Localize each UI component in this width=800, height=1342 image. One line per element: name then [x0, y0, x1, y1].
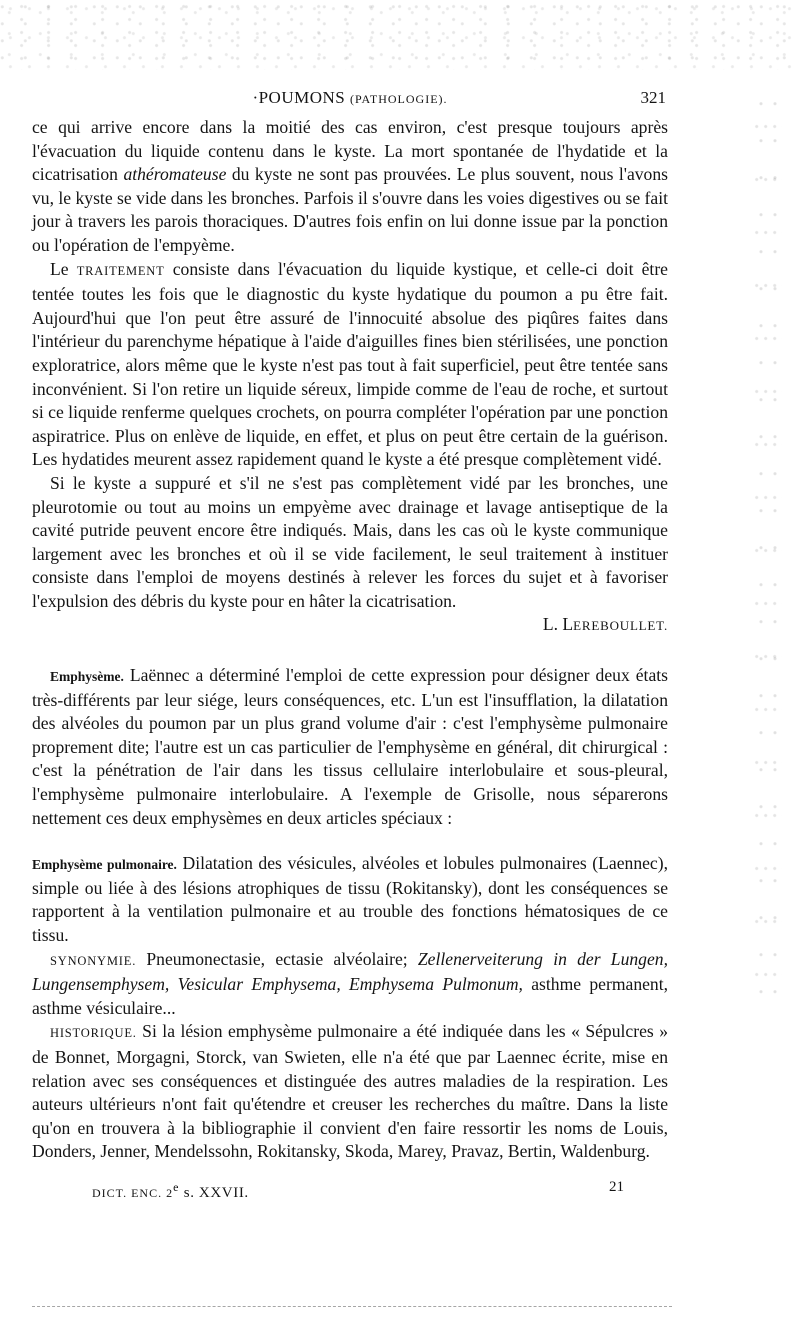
emph-pulm-body: Dilatation des vésicules, alvéoles et lobules pulmonaires (Laennec), simple ou liée à des lésions atrophiques de tissu (Rokitansky), dont les conséquences se rapportent à la ventilation pulmonaire et au trouble des fonctions hématosiques de ce tissu.	[32, 853, 668, 945]
headword-emphyseme-pulmonaire: Emphysème pulmonaire.	[32, 857, 177, 873]
paragraph-emphyseme	[32, 664, 668, 830]
syn-rest: asthme permanent, asthme vésiculaire...	[32, 974, 669, 1018]
page-number: 321	[640, 88, 666, 107]
author-rest: EREBOULLET.	[573, 618, 668, 634]
paragraph-treatment	[32, 258, 668, 472]
syn-italic: Zellenerveiterung in der Lungen, Lungensemphysem, Vesicular Emphysema, Emphysema Pulmonum,	[32, 948, 668, 995]
synonymie-head: SYNONYMIE.	[50, 953, 137, 968]
p2-smallcaps: TRAITEMENT	[76, 263, 165, 278]
footer-dict: DICT. ENC. 2	[92, 1185, 174, 1200]
historique-head: HISTORIQUE.	[50, 1026, 137, 1041]
syn-body: Pneumonectasie, ectasie alvéolaire;	[136, 948, 418, 969]
footer-series: s. XXVII.	[179, 1184, 249, 1201]
paragraph-hydatid-continuation	[32, 116, 668, 258]
author-signature-row	[32, 613, 668, 638]
running-head	[32, 86, 668, 112]
p2-lead: Le	[50, 258, 77, 279]
author-initial: L. L	[542, 614, 574, 635]
footer-sheet-number: 21	[609, 1178, 624, 1195]
p1-text: ce qui arrive encore dans la moitié des cas environ, c'est presque toujours après l'évacuation du liquide contenu dans le kyste. La mort spontanée de l'hydatide et la cicatrisation	[32, 117, 668, 185]
p1-rest: du kyste ne sont pas prouvées. Le plus souvent, nous l'avons vu, le kyste se vide dans les bronches. Parfois il s'ouvre dans les voies digestives ou se fait jour à travers les parois thoraciques. D'autres fois enfin on lui donne issue par la ponction ou l'opération de l'empyème.	[32, 164, 668, 255]
p2-rest: consiste dans l'évacuation du liquide kystique, et celle-ci doit être tentée toutes les fois que le diagnostic du kyste hydatique du poumon a pu être fait. Aujourd'hui que l'on peut être assuré de l'innocuité absolue des piqûres faites dans l'intérieur du parenchyme hépatique à l'aide d'aiguilles fines bien stérilisées, une ponction exploratrice, alors même que le kyste n'est pas tout à fait superficiel, peut être tentée sans inconvénient. Si l'on retire un liquide séreux, limpide comme de l'eau de roche, et surtout si ce liquide renferme quelques crochets, on pourra compléter l'opération par une ponction aspiratrice. Plus on enlève de liquide, en effet, et plus on peut être certain de la guérison. Les hydatides meurent assez rapidement quand le kyste a été presque complètement vidé.	[32, 258, 668, 470]
author-signature	[543, 613, 668, 638]
running-title-main: ·POUMONS	[252, 88, 346, 107]
p1-italic: athéromateuse	[123, 164, 227, 185]
emph-body: Laënnec a déterminé l'emploi de cette expression pour désigner deux états très-différents par leur siége, leurs conséquences, etc. L'un est l'insufflation, la dilatation des alvéoles du poumon par un plus grand volume d'air : c'est l'emphysème pulmonaire proprement dite; l'autre est un cas particulier de l'emphysème en général, dit chirurgical : c'est la pénétration de l'air dans les tissus cellulaire interlobulaire et sous-pleural, l'emphysème pulmonaire interlobulaire. A l'exemple de Grisolle, nous séparerons nettement ces deux emphysèmes en deux articles spéciaux :	[32, 665, 668, 828]
page-footer	[32, 1176, 668, 1206]
p3-text: Si le kyste a suppuré et s'il ne s'est pas complètement vidé par les bronches, une pleurotomie ou tout au moins un empyème avec drainage et lavage antiseptique de la cavité putride peuvent encore être indiqués. Mais, dans les cas où le kyste communique largement avec les bronches et où il se vide facilement, le seul traitement à instituer consiste dans l'emploi de moyens destinés à relever les forces du sujet et à favoriser l'expulsion des débris du kyste pour en hâter la cicatrisation.	[32, 472, 668, 611]
scan-noise-margin	[754, 100, 782, 1000]
paragraph-historique	[32, 1020, 668, 1164]
paragraph-emphyseme-pulmonaire	[32, 852, 668, 947]
paragraph-synonymie	[32, 948, 668, 1021]
hist-body: Si la lésion emphysème pulmonaire a été indiquée dans les « Sépulcres » de Bonnet, Morgagni, Storck, van Swieten, elle n'a été que par Laennec écrite, mise en relation avec ses conséquences et distinguée des autres maladies de la respiration. Les auteurs ultérieurs n'ont fait qu'étendre et creuser les recherches du maître. Dans la liste qu'on en trouvera à la bibliographie il convient d'en faire ressortir les noms de Louis, Donders, Jenner, Mendelssohn, Rokitansky, Skoda, Marey, Pravaz, Bertin, Waldenburg.	[32, 1021, 668, 1162]
footer-sup: e	[173, 1179, 180, 1194]
footer-signature	[92, 1176, 249, 1206]
running-title-paren: (PATHOLOGIE).	[349, 92, 448, 106]
scan-noise-top	[0, 0, 800, 70]
paragraph-suppuration	[32, 472, 668, 614]
page-content	[32, 86, 668, 1206]
headword-emphyseme: Emphysème.	[50, 669, 124, 685]
running-title	[32, 86, 668, 112]
bottom-dotted-line	[32, 1306, 672, 1309]
